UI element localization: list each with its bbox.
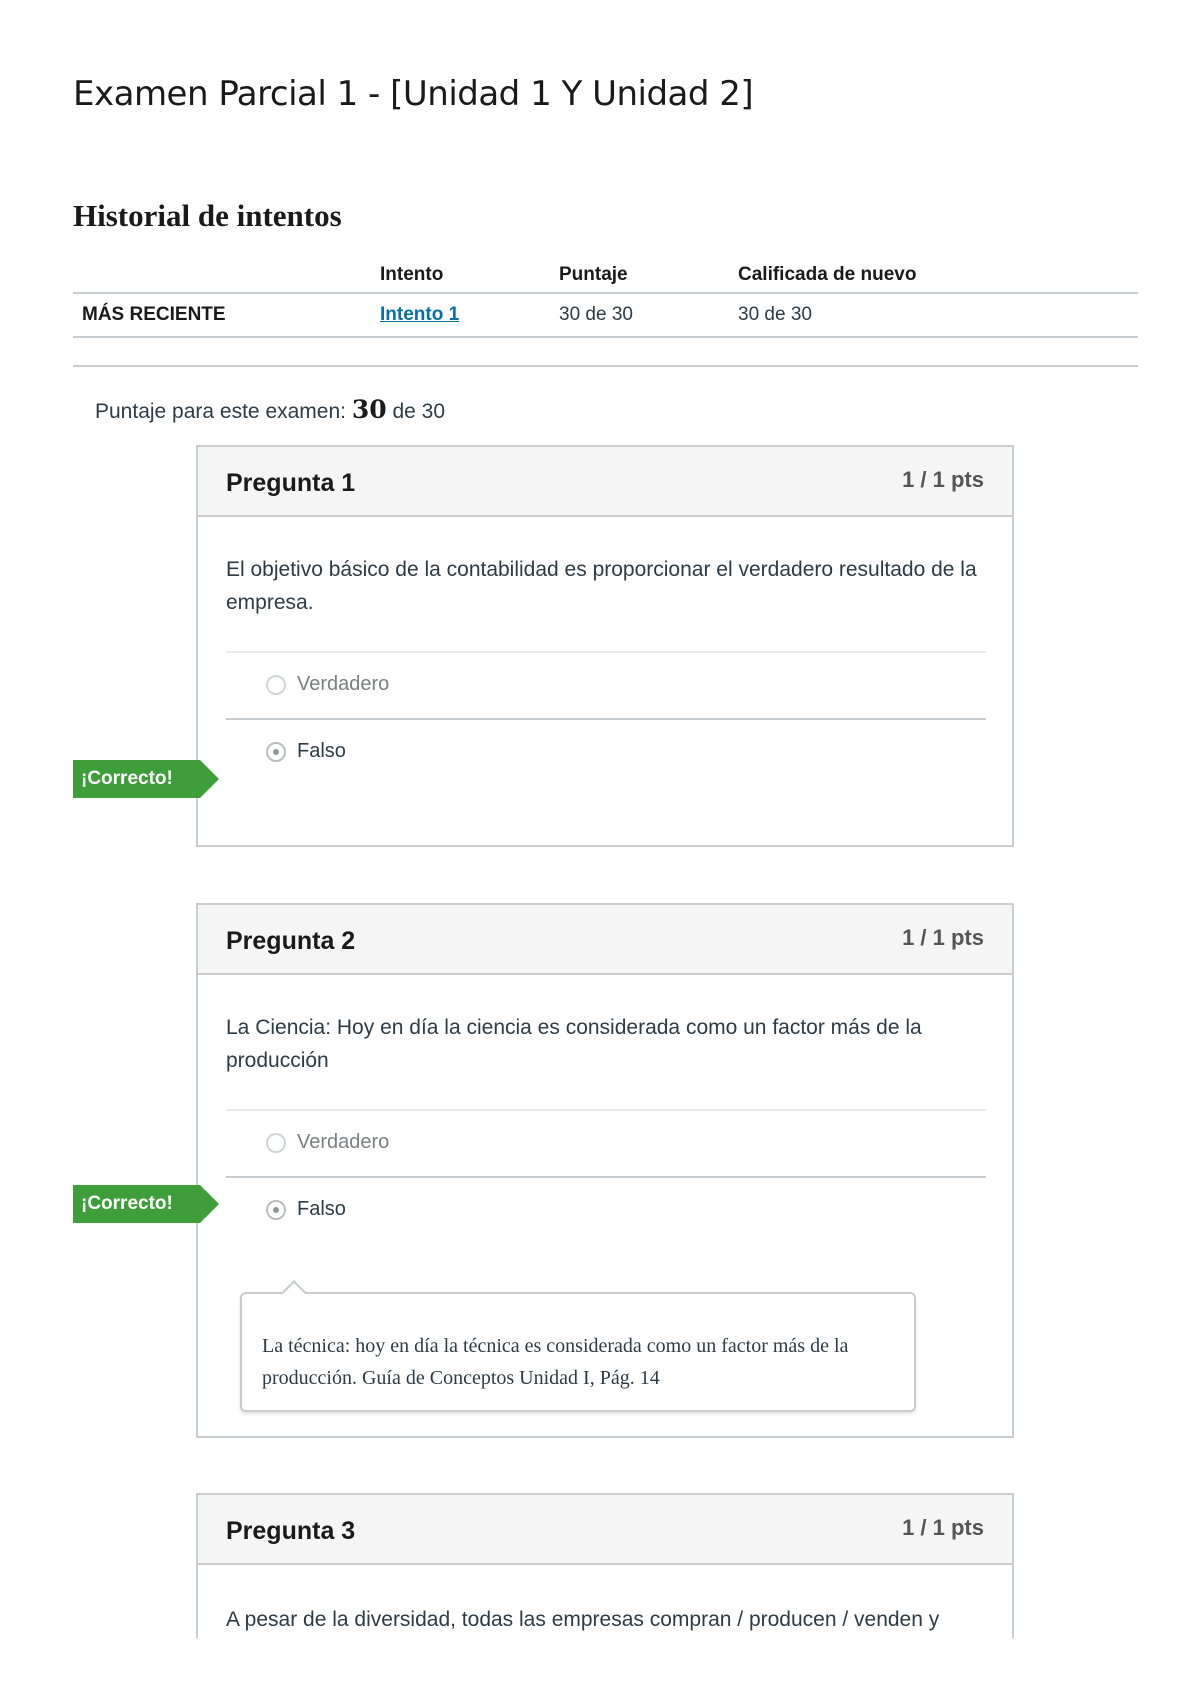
header-blank — [73, 258, 380, 293]
table-row — [73, 293, 1138, 337]
answer-comment: La técnica: hoy en día la técnica es considerada como un factor más de la producción. Guía de Conceptos Unidad I, Pág. 14 — [240, 1292, 916, 1412]
question-header — [198, 1495, 1012, 1565]
correct-badge: ¡Correcto! — [73, 1185, 200, 1223]
exam-score-value: 30 — [351, 395, 387, 424]
question-points: 1 / 1 pts — [902, 925, 984, 950]
question-body — [198, 975, 1012, 1243]
question-title: Pregunta 2 — [226, 927, 356, 955]
question-text: A pesar de la diversidad, todas las empresas compran / producen / venden y — [226, 1608, 940, 1631]
radio-button[interactable] — [266, 1133, 286, 1153]
score-cell: 30 de 30 — [559, 293, 738, 337]
correct-badge: ¡Correcto! — [73, 760, 200, 798]
header-attempt: Intento — [380, 258, 559, 293]
question-text-line: empresa. — [226, 591, 314, 614]
question-body — [198, 517, 1012, 785]
answer-label: Verdadero — [297, 673, 390, 695]
regraded-cell: 30 de 30 — [738, 293, 1138, 337]
attempt-cell — [380, 293, 559, 337]
answer-option[interactable] — [226, 651, 986, 718]
question-2 — [196, 903, 1014, 1438]
exam-score-prefix: Puntaje para este examen: — [95, 400, 346, 423]
question-text: La Ciencia: Hoy en día la ciencia es considerada como un factor más de la producción — [226, 1016, 922, 1072]
question-points: 1 / 1 pts — [902, 1515, 984, 1540]
answer-option[interactable] — [226, 1109, 986, 1176]
answer-list — [226, 1109, 986, 1243]
question-title: Pregunta 3 — [226, 1517, 356, 1545]
answer-label: Falso — [297, 740, 346, 762]
answer-label: Falso — [297, 1198, 346, 1220]
radio-button-selected[interactable] — [266, 1200, 286, 1220]
most-recent-label: MÁS RECIENTE — [73, 293, 380, 337]
attempt-history-title: Historial de intentos — [73, 198, 342, 233]
question-body — [198, 1565, 1012, 1638]
question-title: Pregunta 1 — [226, 469, 356, 497]
question-1 — [196, 445, 1014, 847]
question-text — [226, 553, 986, 619]
answer-option-selected[interactable] — [226, 1176, 986, 1243]
question-header — [198, 905, 1012, 975]
answer-option-selected[interactable] — [226, 718, 986, 785]
answer-list — [226, 651, 986, 785]
attempt-link[interactable]: Intento 1 — [380, 304, 460, 325]
header-score: Puntaje — [559, 258, 738, 293]
question-3 — [196, 1493, 1014, 1638]
exam-score — [95, 395, 445, 424]
header-regraded: Calificada de nuevo — [738, 258, 1138, 293]
attempt-history-table — [73, 258, 1138, 338]
page-title: Examen Parcial 1 - [Unidad 1 Y Unidad 2] — [73, 74, 754, 114]
question-points: 1 / 1 pts — [902, 467, 984, 492]
question-header — [198, 447, 1012, 517]
table-header-row — [73, 258, 1138, 293]
radio-button[interactable] — [266, 675, 286, 695]
question-text-line: El objetivo básico de la contabilidad es proporcionar el verdadero resultado de la — [226, 558, 977, 581]
exam-score-suffix: de 30 — [392, 400, 446, 423]
answer-label: Verdadero — [297, 1131, 390, 1153]
radio-button-selected[interactable] — [266, 742, 286, 762]
divider — [73, 365, 1138, 367]
